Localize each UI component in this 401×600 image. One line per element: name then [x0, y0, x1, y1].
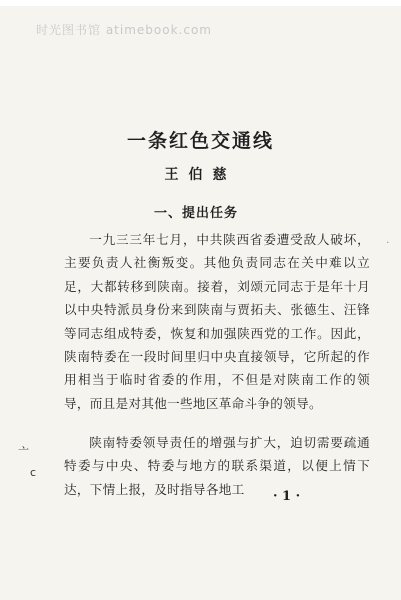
margin-mark: c [30, 466, 37, 479]
page-number: · 1 · [273, 489, 301, 504]
paragraph-1: 一九三三年七月，中共陕西省委遭受敌人破坏，主要负责人社衡叛变。其他负责同志在关中难以立足，大都转移到陕南。接着，刘颂元同志于是年十月以中央特派员身份来到陕南与贾拓夫、张德生、汪锋等同志组成特委，恢复和加强陕西党的工作。因此，陕南特委在一段时间里归中央直接领导，它所起的作用相当于临时省委的作用，不但是对陕南工作的领导，而且是对其他一些地区革命斗争的领导。 [64, 232, 370, 411]
article-title: 一条红色交通线 [126, 130, 274, 152]
section-heading: 一、提出任务 [154, 206, 239, 221]
page-top-strip [0, 0, 401, 6]
watermark: 时光图书馆 atimebook.com [36, 23, 212, 37]
author-name: 王伯慈 [164, 167, 237, 183]
paragraph-2: 陕南特委领导责任的增强与扩大，迫切需要疏通特委与中央、特委与地方的联系渠道，以便上情下达，下情上报，及时指导各地工 [64, 435, 370, 497]
margin-mark: · [386, 236, 390, 249]
margin-mark: 亠 [18, 445, 29, 458]
